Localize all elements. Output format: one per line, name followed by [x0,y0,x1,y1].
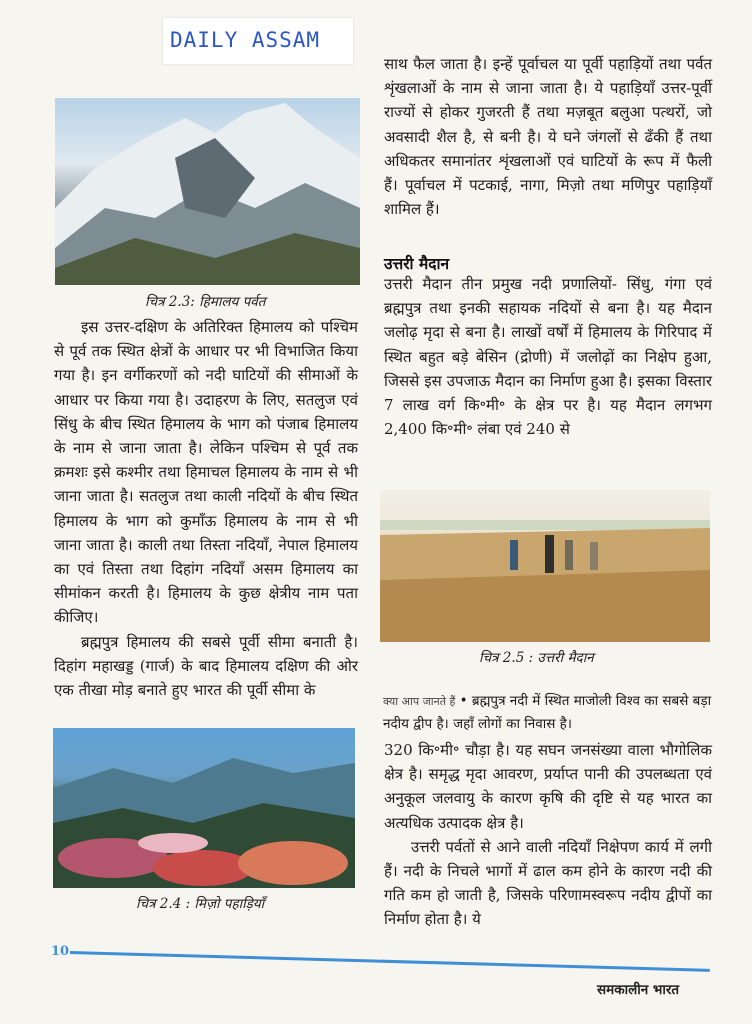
right-paragraph-mid: उत्तरी मैदान तीन प्रमुख नदी प्रणालियों- सिंधु, गंगा एवं ब्रह्मपुत्र तथा इनकी सहायक नदियों से बना है। यह मैदान जलोढ़ मृदा से बना है। लाखों वर्षों में हिमालय के गिरिपाद में स्थित बहुत बड़े बेसिन (द्रोणी) में जलोढ़ों का निक्षेप हुआ, जिससे इस उपजाऊ मैदान का निर्माण हुआ है। इसका विस्तार 7 लाख वर्ग कि॰मी॰ के क्षेत्र पर है। यह मैदान लगभग 2,400 कि॰मी॰ लंबा एवं 240 से [384,275,712,439]
mizo-hills-photo [53,728,355,888]
left-paragraph-2: ब्रह्मपुत्र हिमालय की सबसे पूर्वी सीमा बनाती है। दिहांग महाखड्ड (गार्ज) के बाद हिमालय दक्षिण की ओर एक तीखा मोड़ बनाते हुए भारत की पूर्वी सीमा के [54,632,358,700]
right-paragraph-bottom-2: उत्तरी पर्वतों से आने वाली नदियाँ निक्षेपण कार्य में लगी हैं। नदी के निचले भागों में ढाल कम होने के कारण नदी की गति कम हो जाती है, जिसके परिणामस्वरूप नदीय द्वीपों का निर्माण होता है। ये [384,837,712,929]
figure-2-5-caption: चित्र 2.5 : उत्तरी मैदान [479,650,594,666]
left-paragraph-1: इस उत्तर-दक्षिण के अतिरिक्त हिमालय को पश्चिम से पूर्व तक स्थित क्षेत्रों के आधार पर भी विभाजित किया गया है। इन वर्गीकरणों को नदी घाटियों की सीमाओं के आधार पर किया गया है। उदाहरण के लिए, सतलुज एवं सिंधु के बीच स्थित हिमालय के भाग को पंजाब हिमालय के नाम से जाना जाता है। लेकिन पश्चिम से पूर्व तक क्रमशः इसे कश्मीर तथा हिमाचल हिमालय के नाम से भी जाना जाता है। सतलुज तथा काली नदियों के बीच स्थित हिमालय के भाग को कुमाँऊ हिमालय के नाम से भी जाना जाता है। काली तथा तिस्ता नदियाँ, नेपाल हिमालय का एवं तिस्ता तथा दिहांग नदियाँ असम हिमालय का सीमांकन करती है। हिमालय के कुछ क्षेत्रीय नाम पता कीजिए। [54,318,358,627]
page-number: 10 [51,944,70,959]
figure-2-4-caption: चित्र 2.4 : मिज़ो पहाड़ियाँ [136,896,265,912]
right-column-top [384,52,712,221]
right-paragraph-bottom-1: 320 कि॰मी॰ चौड़ा है। यह सघन जनसंख्या वाला भौगोलिक क्षेत्र है। समृद्ध मृदा आवरण, प्रर्याप्त पानी की उपलब्धता एवं अनुकूल जलवायु के कारण कृषि की दृष्टि से यह भारत का अत्यधिक उत्पादक क्षेत्र है। [384,741,712,832]
section-heading: उत्तरी मैदान [384,254,450,273]
did-you-know-box [383,690,713,735]
left-column [54,315,358,702]
right-column-mid [384,272,712,441]
footer-divider [70,951,710,972]
did-you-know-label: क्या आप जानते हैं [383,695,456,708]
himalaya-photo [55,98,360,285]
stamp-text: DAILY ASSAM [170,28,321,52]
right-column-bottom [384,738,712,932]
right-paragraph-top: साथ फैल जाता है। इन्हें पूर्वाचल या पूर्वी पहाड़ियों तथा पर्वत शृंखलाओं के नाम से जाना जाता है। ये पहाड़ियाँ उत्तर-पूर्वी राज्यों से होकर गुजरती हैं तथा मज़बूत बलुआ पत्थरों, जो अवसादी शैल है, से बनी है। ये घने जंगलों से ढँकी हैं तथा अधिकतर समानांतर शृंखलाओं एवं घाटियों के रूप में फैली हैं। पूर्वाचल में पटकाई, नागा, मिज़ो तथा मणिपुर पहाड़ियाँ शामिल हैं। [384,55,712,219]
figure-2-3-caption: चित्र 2.3: हिमालय पर्वत [145,294,266,310]
northern-plains-photo [380,490,710,642]
book-title: समकालीन भारत [597,982,680,998]
did-you-know-text: • ब्रह्मपुत्र नदी में स्थित माजोली विश्व का सबसे बड़ा नदीय द्वीप है। जहाँ लोगों का निवास है। [383,693,712,732]
